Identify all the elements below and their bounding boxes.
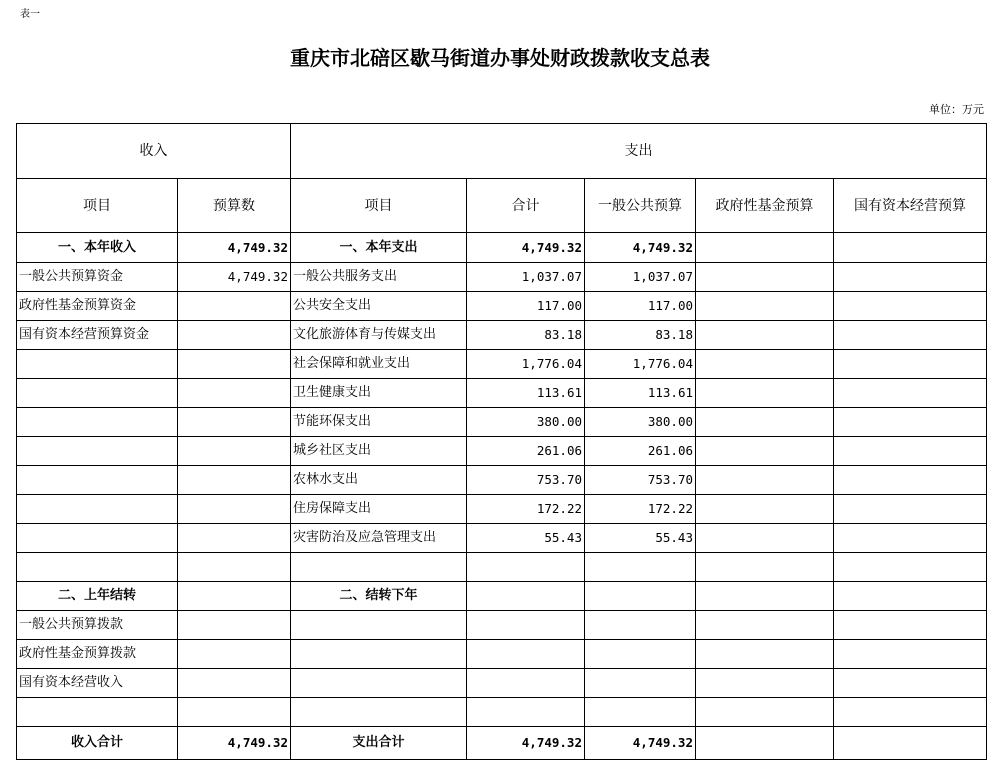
expense-gov-fund-cell xyxy=(696,640,834,669)
expense-state-capital-cell xyxy=(834,263,987,292)
expense-item-cell: 农林水支出 xyxy=(291,466,467,495)
expense-state-capital-cell xyxy=(834,582,987,611)
income-budget-cell xyxy=(178,553,291,582)
expense-general-cell: 261.06 xyxy=(585,437,696,466)
expense-item-cell xyxy=(291,640,467,669)
income-item-cell: 收入合计 xyxy=(17,727,178,760)
expense-item-cell: 城乡社区支出 xyxy=(291,437,467,466)
expense-state-capital-cell xyxy=(834,321,987,350)
income-budget-cell xyxy=(178,292,291,321)
expense-total-cell: 83.18 xyxy=(467,321,585,350)
header-total: 合计 xyxy=(467,179,585,233)
expense-item-cell xyxy=(291,553,467,582)
table-row xyxy=(17,495,987,524)
expense-state-capital-cell xyxy=(834,553,987,582)
unit-label: 单位：万元 xyxy=(929,103,984,116)
expense-general-cell: 753.70 xyxy=(585,466,696,495)
expense-item-cell: 住房保障支出 xyxy=(291,495,467,524)
income-item-cell xyxy=(17,553,178,582)
expense-gov-fund-cell xyxy=(696,321,834,350)
expense-total-cell: 4,749.32 xyxy=(467,727,585,760)
expense-item-cell xyxy=(291,698,467,727)
expense-general-cell: 172.22 xyxy=(585,495,696,524)
expense-total-cell xyxy=(467,611,585,640)
expense-general-cell: 1,776.04 xyxy=(585,350,696,379)
expense-gov-fund-cell xyxy=(696,379,834,408)
table-row xyxy=(17,263,987,292)
expense-gov-fund-cell xyxy=(696,292,834,321)
expense-general-cell xyxy=(585,611,696,640)
expense-total-cell: 753.70 xyxy=(467,466,585,495)
income-budget-cell xyxy=(178,669,291,698)
header-budget: 预算数 xyxy=(178,179,291,233)
table-row xyxy=(17,437,987,466)
income-item-cell: 政府性基金预算资金 xyxy=(17,292,178,321)
expense-total-cell: 1,776.04 xyxy=(467,350,585,379)
expense-general-cell: 55.43 xyxy=(585,524,696,553)
expense-state-capital-cell xyxy=(834,640,987,669)
income-budget-cell xyxy=(178,582,291,611)
expense-gov-fund-cell xyxy=(696,263,834,292)
table-row xyxy=(17,379,987,408)
expense-gov-fund-cell xyxy=(696,698,834,727)
table-row xyxy=(17,292,987,321)
income-budget-cell xyxy=(178,350,291,379)
expense-item-cell: 支出合计 xyxy=(291,727,467,760)
expense-general-cell xyxy=(585,640,696,669)
expense-total-cell: 1,037.07 xyxy=(467,263,585,292)
header-income-item: 项目 xyxy=(17,179,178,233)
expense-gov-fund-cell xyxy=(696,495,834,524)
expense-state-capital-cell xyxy=(834,611,987,640)
expense-total-cell xyxy=(467,553,585,582)
header-gov-fund: 政府性基金预算 xyxy=(696,179,834,233)
expense-total-cell xyxy=(467,698,585,727)
expense-general-cell xyxy=(585,698,696,727)
income-item-cell xyxy=(17,524,178,553)
expense-general-cell xyxy=(585,582,696,611)
expense-state-capital-cell xyxy=(834,437,987,466)
expense-state-capital-cell xyxy=(834,669,987,698)
income-item-cell: 二、上年结转 xyxy=(17,582,178,611)
expense-total-cell xyxy=(467,640,585,669)
income-item-cell xyxy=(17,379,178,408)
table-row xyxy=(17,466,987,495)
header-expense: 支出 xyxy=(291,124,987,179)
income-budget-cell: 4,749.32 xyxy=(178,727,291,760)
page-title: 重庆市北碚区歇马街道办事处财政拨款收支总表 xyxy=(290,46,710,70)
income-budget-cell: 4,749.32 xyxy=(178,233,291,263)
income-item-cell xyxy=(17,495,178,524)
expense-total-cell xyxy=(467,582,585,611)
income-item-cell: 一、本年收入 xyxy=(17,233,178,263)
income-item-cell xyxy=(17,408,178,437)
expense-state-capital-cell xyxy=(834,408,987,437)
expense-total-cell: 117.00 xyxy=(467,292,585,321)
table-row xyxy=(17,640,987,669)
expense-gov-fund-cell xyxy=(696,408,834,437)
income-budget-cell xyxy=(178,640,291,669)
expense-general-cell xyxy=(585,669,696,698)
expense-state-capital-cell xyxy=(834,466,987,495)
expense-item-cell: 公共安全支出 xyxy=(291,292,467,321)
income-item-cell xyxy=(17,466,178,495)
income-item-cell xyxy=(17,698,178,727)
expense-gov-fund-cell xyxy=(696,233,834,263)
expense-state-capital-cell xyxy=(834,233,987,263)
table-row xyxy=(17,524,987,553)
table-row xyxy=(17,321,987,350)
expense-gov-fund-cell xyxy=(696,437,834,466)
expense-gov-fund-cell xyxy=(696,524,834,553)
expense-state-capital-cell xyxy=(834,698,987,727)
expense-total-cell: 113.61 xyxy=(467,379,585,408)
income-budget-cell xyxy=(178,698,291,727)
expense-total-cell xyxy=(467,669,585,698)
expense-general-cell: 83.18 xyxy=(585,321,696,350)
expense-general-cell: 4,749.32 xyxy=(585,727,696,760)
expense-item-cell: 节能环保支出 xyxy=(291,408,467,437)
expense-gov-fund-cell xyxy=(696,669,834,698)
income-budget-cell xyxy=(178,379,291,408)
table-row xyxy=(17,698,987,727)
table-row xyxy=(17,553,987,582)
header-row-columns xyxy=(17,179,987,233)
expense-item-cell xyxy=(291,669,467,698)
header-row-top xyxy=(17,124,987,179)
expense-item-cell: 二、结转下年 xyxy=(291,582,467,611)
table-row xyxy=(17,669,987,698)
header-state-capital: 国有资本经营预算 xyxy=(834,179,987,233)
table-row xyxy=(17,350,987,379)
income-budget-cell xyxy=(178,611,291,640)
expense-total-cell: 380.00 xyxy=(467,408,585,437)
header-general-budget: 一般公共预算 xyxy=(585,179,696,233)
header-expense-item: 项目 xyxy=(291,179,467,233)
expense-state-capital-cell xyxy=(834,350,987,379)
expense-item-cell xyxy=(291,611,467,640)
income-item-cell: 国有资本经营预算资金 xyxy=(17,321,178,350)
income-budget-cell: 4,749.32 xyxy=(178,263,291,292)
expense-general-cell: 4,749.32 xyxy=(585,233,696,263)
expense-item-cell: 一般公共服务支出 xyxy=(291,263,467,292)
expense-general-cell: 117.00 xyxy=(585,292,696,321)
income-budget-cell xyxy=(178,524,291,553)
table-row xyxy=(17,233,987,263)
income-item-cell xyxy=(17,437,178,466)
income-item-cell: 一般公共预算拨款 xyxy=(17,611,178,640)
table-label: 表一 xyxy=(20,9,40,20)
expense-item-cell: 灾害防治及应急管理支出 xyxy=(291,524,467,553)
expense-gov-fund-cell xyxy=(696,466,834,495)
income-item-cell: 国有资本经营收入 xyxy=(17,669,178,698)
expense-state-capital-cell xyxy=(834,379,987,408)
expense-general-cell: 113.61 xyxy=(585,379,696,408)
expense-gov-fund-cell xyxy=(696,611,834,640)
budget-table xyxy=(16,123,987,760)
header-income: 收入 xyxy=(17,124,291,179)
income-budget-cell xyxy=(178,495,291,524)
expense-total-cell: 4,749.32 xyxy=(467,233,585,263)
expense-gov-fund-cell xyxy=(696,350,834,379)
table-row xyxy=(17,408,987,437)
expense-general-cell: 380.00 xyxy=(585,408,696,437)
expense-total-cell: 261.06 xyxy=(467,437,585,466)
expense-gov-fund-cell xyxy=(696,553,834,582)
table-row xyxy=(17,611,987,640)
expense-item-cell: 文化旅游体育与传媒支出 xyxy=(291,321,467,350)
expense-state-capital-cell xyxy=(834,495,987,524)
table-row xyxy=(17,582,987,611)
income-budget-cell xyxy=(178,321,291,350)
expense-state-capital-cell xyxy=(834,524,987,553)
expense-item-cell: 社会保障和就业支出 xyxy=(291,350,467,379)
income-item-cell xyxy=(17,350,178,379)
income-budget-cell xyxy=(178,408,291,437)
expense-general-cell xyxy=(585,553,696,582)
expense-item-cell: 一、本年支出 xyxy=(291,233,467,263)
expense-gov-fund-cell xyxy=(696,582,834,611)
expense-state-capital-cell xyxy=(834,292,987,321)
expense-item-cell: 卫生健康支出 xyxy=(291,379,467,408)
expense-general-cell: 1,037.07 xyxy=(585,263,696,292)
income-budget-cell xyxy=(178,437,291,466)
income-item-cell: 一般公共预算资金 xyxy=(17,263,178,292)
expense-total-cell: 55.43 xyxy=(467,524,585,553)
income-budget-cell xyxy=(178,466,291,495)
expense-total-cell: 172.22 xyxy=(467,495,585,524)
income-item-cell: 政府性基金预算拨款 xyxy=(17,640,178,669)
